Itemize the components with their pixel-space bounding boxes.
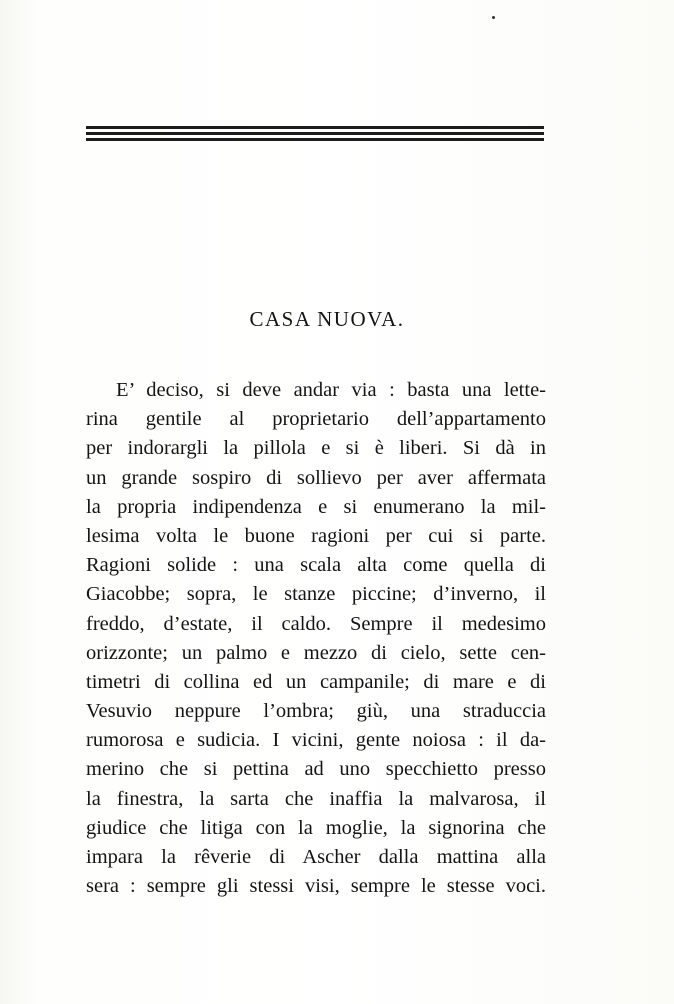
text-line: orizzonte; un palmo e mezzo di cielo, sette cen-: [86, 641, 546, 664]
text-line: rumorosa e sudicia. I vicini, gente noiosa : il da-: [86, 729, 546, 752]
rule-line: [86, 132, 544, 135]
text-line: lesima volta le buone ragioni per cui si parte.: [86, 524, 546, 547]
chapter-title: CASA NUOVA.: [249, 307, 405, 331]
rule-line: [86, 138, 544, 141]
text-line: la propria indipendenza e si enumerano la mil-: [86, 495, 546, 518]
ink-speck: [492, 16, 495, 19]
text-line: merino che si pettina ad uno specchietto presso: [86, 758, 546, 781]
text-line: impara la rêverie di Ascher dalla mattina alla: [86, 846, 546, 868]
text-line: rina gentile al proprietario dell’appartamento: [86, 408, 546, 431]
body-text: [86, 376, 546, 901]
text-line: Vesuvio neppure l’ombra; giù, una straduccia: [86, 700, 546, 723]
text-line: E’ deciso, si deve andar via : basta una lette-: [116, 379, 546, 401]
text-line: freddo, d’estate, il caldo. Sempre il medesimo: [86, 612, 546, 635]
text-line: sera : sempre gli stessi visi, sempre le stesse voci.: [86, 875, 546, 898]
text-line: la finestra, la sarta che inaffia la malvarosa, il: [86, 787, 546, 810]
text-line: timetri di collina ed un campanile; di mare e di: [86, 670, 546, 693]
text-line: un grande sospiro di sollievo per aver affermata: [86, 466, 546, 489]
rule-line: [86, 126, 544, 129]
decorative-rule: [86, 126, 544, 142]
text-line: Giacobbe; sopra, le stanze piccine; d’inverno, il: [86, 583, 546, 606]
text-line: per indorargli la pillola e si è liberi. Si dà in: [86, 437, 546, 460]
text-line: giudice che litiga con la moglie, la signorina che: [86, 816, 546, 839]
text-line: Ragioni solide : una scala alta come quella di: [86, 554, 546, 577]
